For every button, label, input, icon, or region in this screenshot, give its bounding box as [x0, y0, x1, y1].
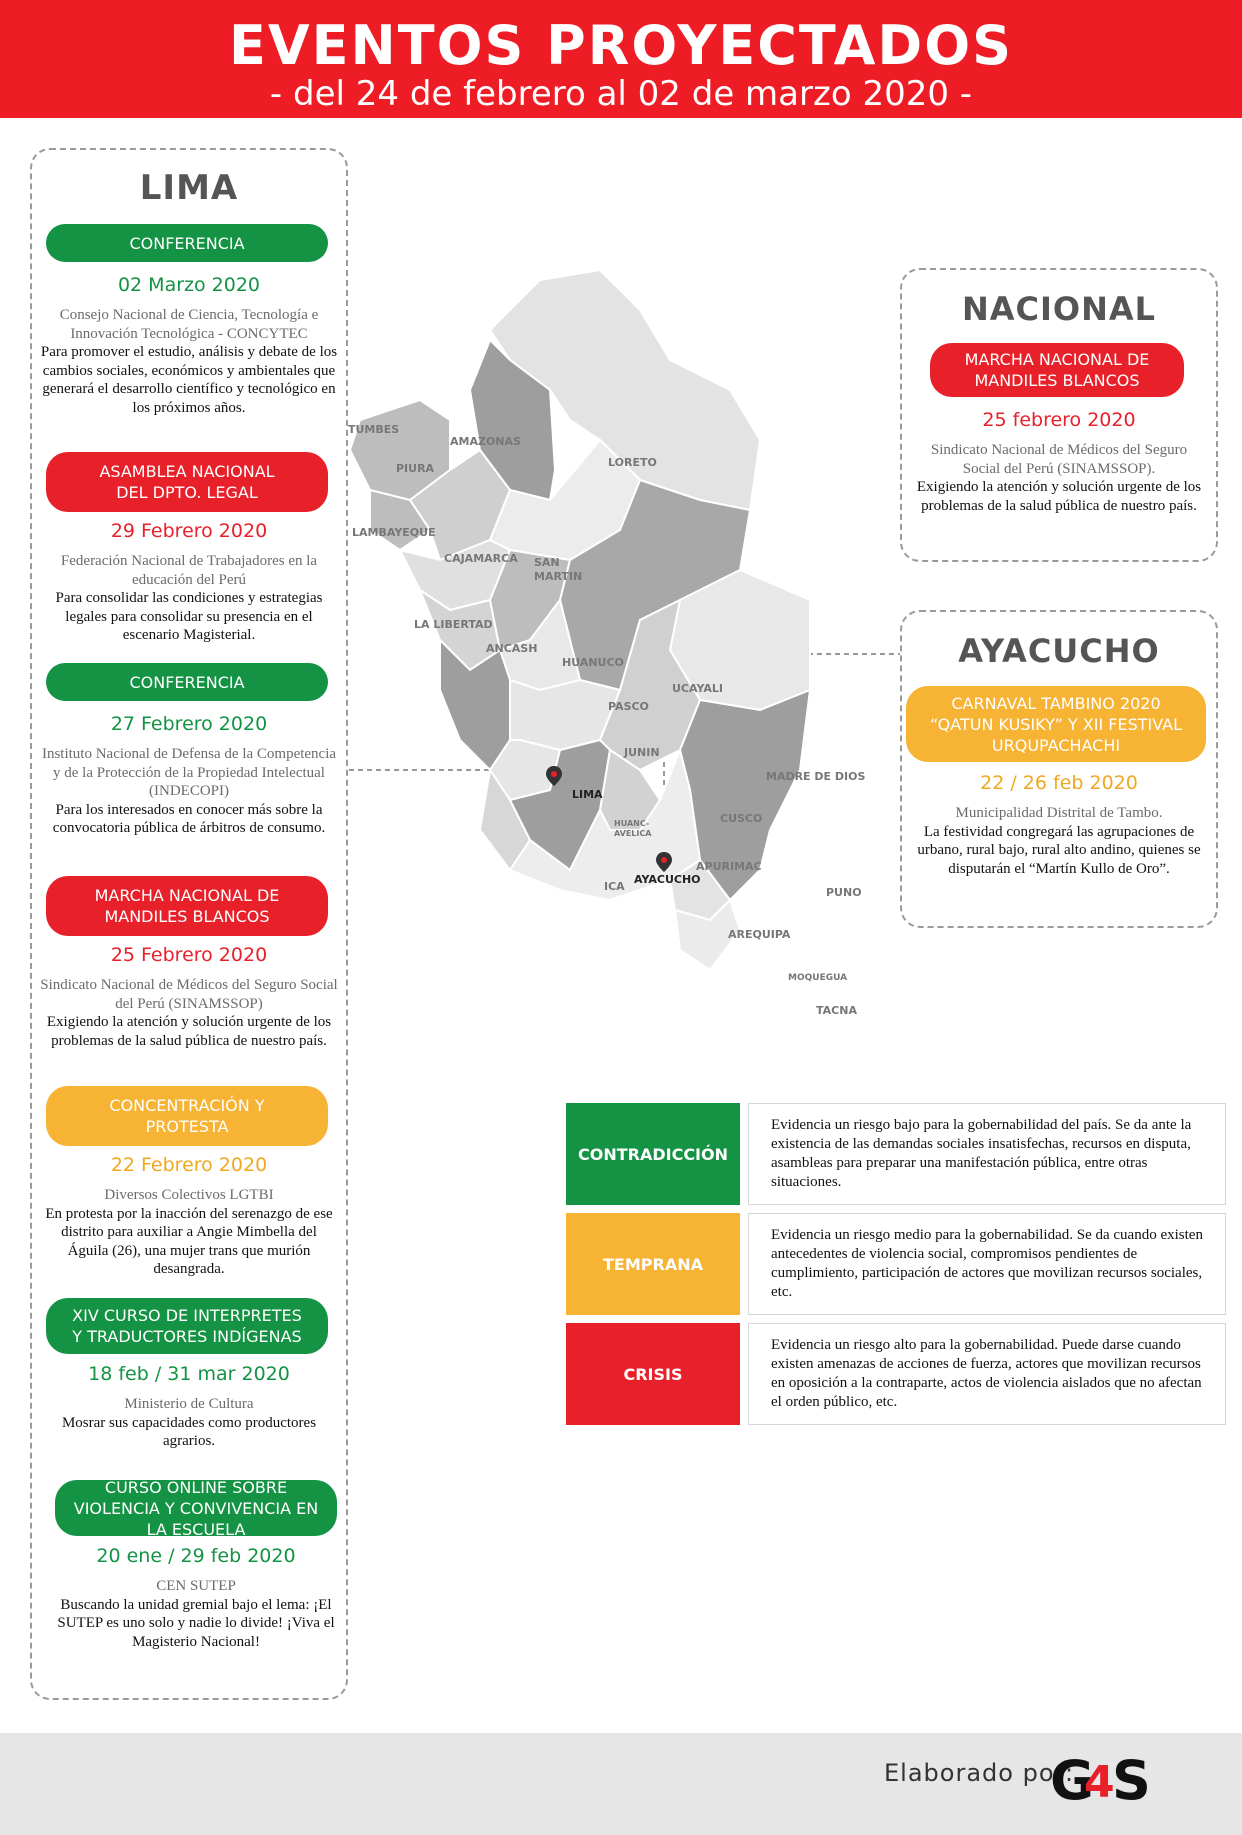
- ayacucho-event-date: 22 / 26 feb 2020: [980, 772, 1138, 794]
- nacional-event-desc: Exigiendo la atención y solución urgente de los problemas de la salud pública de nuestro país.: [916, 479, 1202, 514]
- legend-contradiccion-label: CONTRADICCIÓN: [566, 1103, 740, 1205]
- lima-event-4-org: Sindicato Nacional de Médicos del Seguro Social del Perú (SINAMSSOP): [40, 977, 338, 1012]
- lima-event-1-date: 02 Marzo 2020: [117, 274, 261, 296]
- map-label-pasco: PASCO: [608, 700, 649, 713]
- map-label-huanuco: HUANUCO: [562, 656, 624, 669]
- map-label-huanc: HUANC-: [614, 819, 650, 828]
- ayacucho-event-category: CARNAVAL TAMBINO 2020 “QATUN KUSIKY” Y XII FESTIVAL URQUPACHACHI: [906, 686, 1206, 762]
- lima-event-4-desc: Exigiendo la atención y solución urgente de los problemas de la salud pública de nuestro país.: [46, 1014, 332, 1049]
- map-label-apurimac: APURIMAC: [696, 860, 762, 873]
- map-label-madrededios: MADRE DE DIOS: [766, 770, 866, 783]
- lima-event-1-category: CONFERENCIA: [46, 224, 328, 262]
- ayacucho-event-desc: La festividad congregará las agrupaciones de urbano, rural bajo, rural alto andino, quienes se disputarán el “Martín Kullo de Oro”.: [917, 823, 1201, 877]
- map-label-ucayali: UCAYALI: [672, 682, 723, 695]
- lima-event-6-category: XIV CURSO DE INTERPRETES Y TRADUCTORES INDÍGENAS: [46, 1298, 328, 1354]
- map-label-loreto: LORETO: [608, 456, 657, 469]
- legend-crisis-text: Evidencia un riesgo alto para la gobernabilidad. Puede darse cuando existen amenazas de acciones de fuerza, actores que movilizan recursos en oposición a la contraparte, actos de violencia aislados que no afectan el orden público, etc.: [748, 1323, 1226, 1425]
- lima-event-2-category: ASAMBLEA NACIONAL DEL DPTO. LEGAL: [46, 452, 328, 512]
- nacional-event-category: MARCHA NACIONAL DE MANDILES BLANCOS: [930, 343, 1184, 397]
- map-label-lima: LIMA: [572, 788, 603, 801]
- lima-event-5-category: CONCENTRACIÓN Y PROTESTA: [46, 1086, 328, 1146]
- map-label-lambayeque: LAMBAYEQUE: [352, 526, 436, 539]
- lima-event-4-date: 25 Febrero 2020: [110, 944, 268, 966]
- ayacucho-title: AYACUCHO: [958, 632, 1160, 670]
- lima-event-3-org: Instituto Nacional de Defensa de la Competencia y de la Protección de la Propiedad Intelectual (INDECOPI): [41, 746, 337, 799]
- map-label-cajamarca: CAJAMARCA: [444, 552, 518, 565]
- lima-event-6-org: Ministerio de Cultura: [124, 1396, 254, 1412]
- map-label-piura: PIURA: [396, 462, 435, 475]
- ayacucho-event: [912, 770, 1206, 878]
- map-label-lalibertad: LA LIBERTAD: [414, 618, 493, 631]
- lima-event-5-org: Diversos Colectivos LGTBI: [104, 1187, 274, 1203]
- g4s-logo-icon: [1048, 1743, 1158, 1813]
- lima-event-3-category: CONFERENCIA: [46, 663, 328, 701]
- svg-text:4: 4: [1084, 1757, 1115, 1808]
- legend-temprana-label: TEMPRANA: [566, 1213, 740, 1315]
- lima-event-7-date: 20 ene / 29 feb 2020: [96, 1545, 296, 1567]
- lima-event-7-desc: Buscando la unidad gremial bajo el lema: ¡El SUTEP es uno solo y nadie lo divide! ¡Viva el Magisterio Nacional!: [57, 1596, 335, 1650]
- map-label-amazonas: AMAZONAS: [450, 435, 521, 448]
- lima-event-1-org: Consejo Nacional de Ciencia, Tecnología e Innovación Tecnológica - CONCYTEC: [59, 307, 319, 342]
- svg-text:G: G: [1050, 1749, 1089, 1812]
- nacional-event-org: Sindicato Nacional de Médicos del Seguro Social del Perú (SINAMSSOP).: [930, 442, 1188, 477]
- lima-event-5-date: 22 Febrero 2020: [110, 1154, 268, 1176]
- map-label-avelica: AVELICA: [614, 829, 652, 838]
- lima-event-7-org: CEN SUTEP: [156, 1578, 236, 1594]
- lima-event-1-desc: Para promover el estudio, análisis y debate de los cambios sociales, económicos y ambientales que generará el desarrollo científico y tecnológico en los próximos años.: [40, 344, 338, 416]
- footer-label: Elaborado por:: [884, 1759, 1075, 1787]
- lima-event-6-date: 18 feb / 31 mar 2020: [88, 1363, 290, 1385]
- map-label-arequipa: AREQUIPA: [728, 928, 791, 941]
- lima-title: LIMA: [139, 168, 239, 208]
- map-label-tacna: TACNA: [816, 1004, 857, 1017]
- map-label-martin: MARTIN: [534, 570, 583, 583]
- lima-event-3-date: 27 Febrero 2020: [110, 713, 268, 735]
- map-label-cusco: CUSCO: [720, 812, 763, 825]
- map-label-ancash: ANCASH: [486, 642, 538, 655]
- legend-temprana-text: Evidencia un riesgo medio para la gobernabilidad. Se da cuando existen antecedentes de violencia social, compromisos pendientes de cumplimiento, participación de actores que movilizan recursos sociales, etc.: [748, 1213, 1226, 1315]
- map-label-moquegua: MOQUEGUA: [788, 973, 848, 983]
- legend-contradiccion-text: Evidencia un riesgo bajo para la gobernabilidad del país. Se da ante la existencia de las demandas sociales insatisfechas, recursos en disputa, asambleas para preparar una manifestación pública, entre otras situaciones.: [748, 1103, 1226, 1205]
- nacional-event-date: 25 febrero 2020: [982, 409, 1136, 431]
- page-subtitle: - del 24 de febrero al 02 de marzo 2020 -: [269, 74, 973, 114]
- peru-map: [340, 270, 900, 1030]
- map-label-san: SAN: [534, 556, 560, 569]
- nacional-event: [912, 407, 1206, 515]
- lima-event-2-org: Federación Nacional de Trabajadores en la educación del Perú: [60, 553, 318, 588]
- footer: [0, 1733, 1242, 1835]
- lima-event-2-date: 29 Febrero 2020: [110, 520, 268, 542]
- map-label-ica: ICA: [604, 880, 625, 893]
- page-title: EVENTOS PROYECTADOS: [228, 14, 1013, 77]
- lima-event-4-category: MARCHA NACIONAL DE MANDILES BLANCOS: [46, 876, 328, 936]
- lima-event-3-desc: Para los interesados en conocer más sobre la convocatoria pública de árbitros de consumo.: [52, 801, 326, 836]
- ayacucho-event-org: Municipalidad Distrital de Tambo.: [955, 805, 1163, 821]
- lima-event-5-desc: En protesta por la inacción del serenazgo de ese distrito para auxiliar a Angie Mimbella del Águila (26), una mujer trans que murión desangrada.: [45, 1205, 333, 1277]
- lima-event-6-desc: Mosrar sus capacidades como productores agrarios.: [61, 1414, 317, 1449]
- svg-text:S: S: [1112, 1749, 1151, 1812]
- legend-crisis-label: CRISIS: [566, 1323, 740, 1425]
- nacional-title: NACIONAL: [961, 290, 1157, 328]
- map-label-tumbes: TUMBES: [348, 423, 400, 436]
- lima-event-7-category: CURSO ONLINE SOBRE VIOLENCIA Y CONVIVENCIA EN LA ESCUELA: [55, 1480, 337, 1536]
- map-label-junin: JUNIN: [624, 746, 660, 759]
- map-label-ayacucho: AYACUCHO: [634, 873, 701, 886]
- lima-event-2-desc: Para consolidar las condiciones y estrategias legales para consolidar su presencia en el escenario Magisterial.: [55, 590, 323, 643]
- map-label-puno: PUNO: [826, 886, 862, 899]
